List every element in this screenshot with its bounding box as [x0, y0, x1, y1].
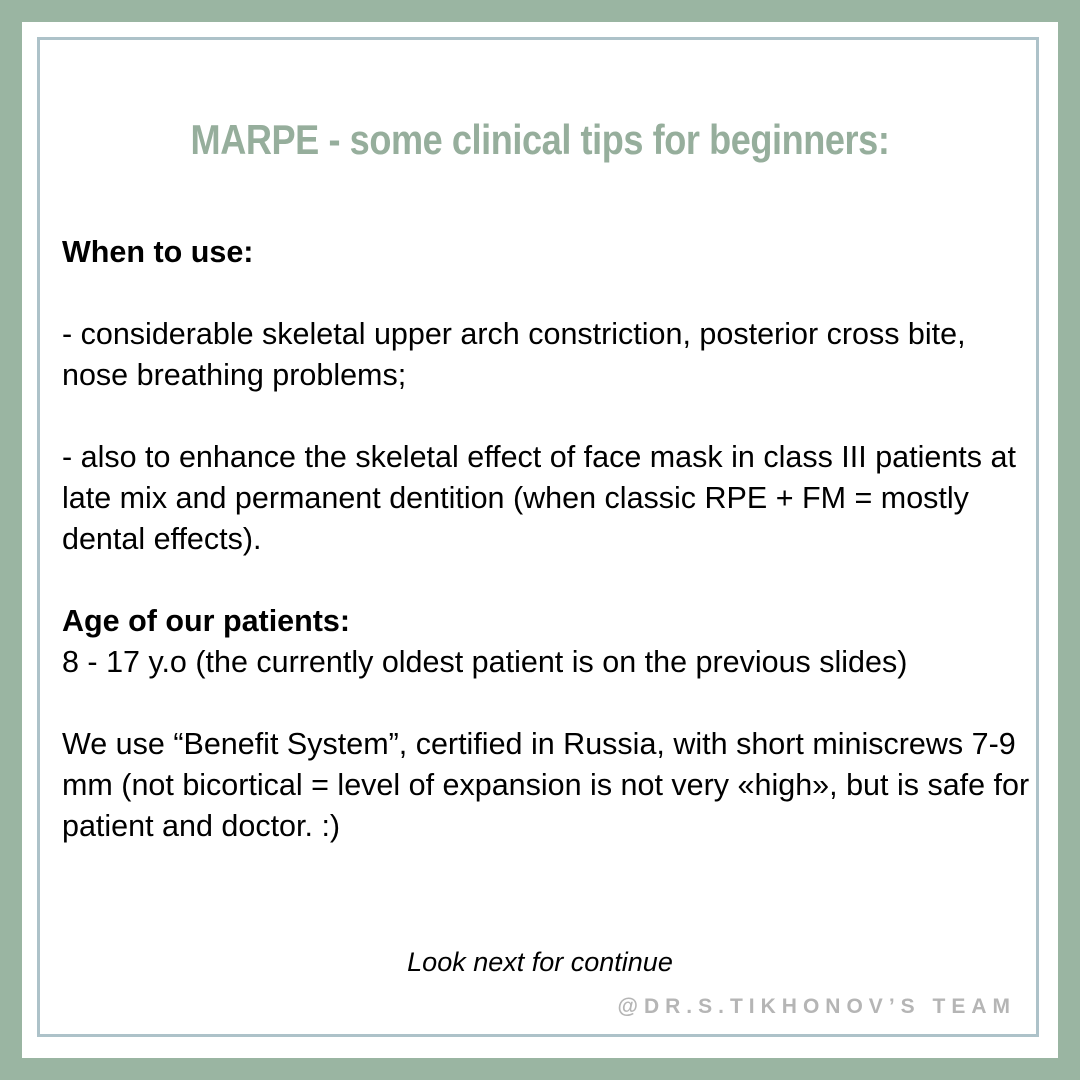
continue-note: Look next for continue [407, 947, 673, 977]
spacer [62, 683, 1032, 724]
spacer [62, 273, 1032, 314]
slide-body [62, 232, 1032, 847]
when-to-use-heading: When to use: [62, 235, 254, 269]
when-to-use-item-2: - also to enhance the skeletal effect of face mask in class III patients at late mix and permanent dentition (when classic RPE + FM = mostly dental effects). [62, 440, 1016, 556]
age-text: 8 - 17 y.o (the currently oldest patient is on the previous slides) [62, 645, 908, 679]
spacer [62, 560, 1032, 601]
age-heading: Age of our patients: [62, 604, 351, 638]
slide-title: MARPE - some clinical tips for beginners: [190, 116, 890, 163]
spacer [62, 396, 1032, 437]
team-credit: @DR.S.TIKHONOV’S TEAM [617, 995, 1016, 1018]
when-to-use-item-1: - considerable skeletal upper arch constriction, posterior cross bite, nose breathing problems; [62, 317, 966, 392]
system-text: We use “Benefit System”, certified in Russia, with short miniscrews 7-9 mm (not bicortical = level of expansion is not very «high», but is safe for patient and doctor. :) [62, 727, 1030, 843]
